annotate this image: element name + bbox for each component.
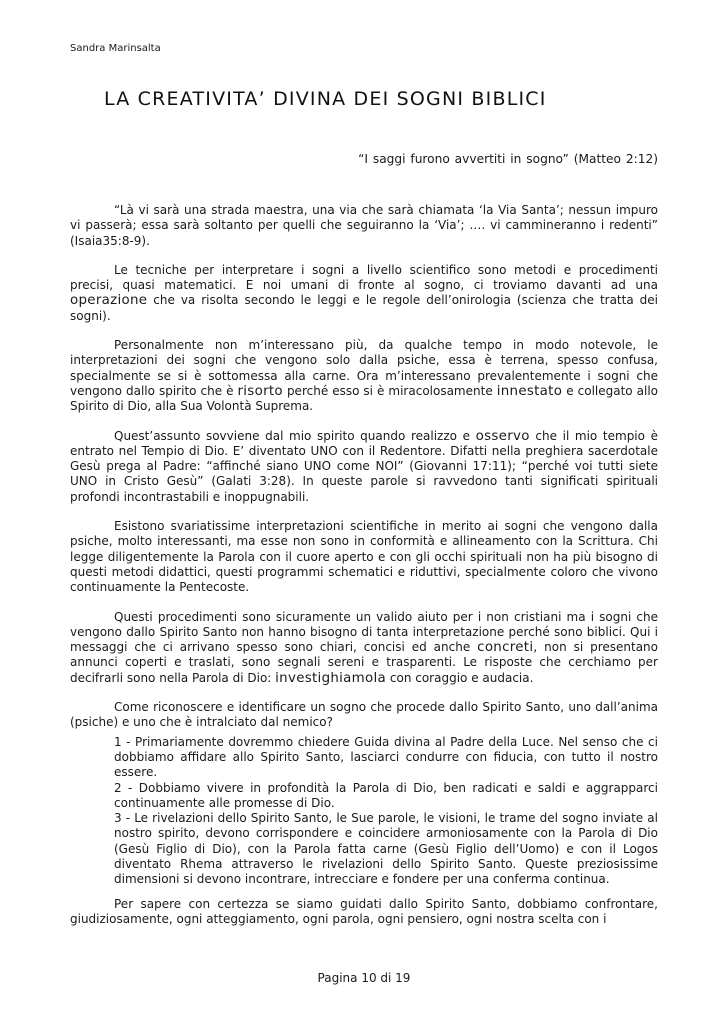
emphasis-word: osservo: [475, 428, 530, 444]
paragraph-4: [70, 429, 658, 505]
emphasis-word: innestato: [496, 383, 563, 399]
list-item: 1 - Primariamente dovremmo chiedere Guida divina al Padre della Luce. Nel senso che ci dobbiamo affidare allo Spirito Santo, lasciarci condurre con fiducia, con tutto il nostro essere.: [114, 734, 658, 780]
paragraph-7: Come riconoscere e identificare un sogno che procede dallo Spirito Santo, uno dall’anima (psiche) e uno che è intralciato dal nemico?: [70, 700, 658, 730]
emphasis-word: concreti: [477, 640, 534, 656]
numbered-list: [114, 735, 658, 888]
paragraph-5: Esistono svariatissime interpretazioni scientifiche in merito ai sogni che vengono dalla psiche, molto interessanti, ma esse non sono in conformità e allineamento con la Scrittura. Chi legge diligentemente la Parola con il cuore aperto e con gli occhi spirituali non ha più bisogno di questi metodi didattici, questi programmi schematici e riduttivi, specialmente coloro che vivono continuamente la Pentecoste.: [70, 519, 658, 595]
paragraph-4-text-b: che il mio tempio è entrato nel Tempio di Dio. E’ diventato UNO con il Redentore. Difatti nella preghiera sacerdotale Gesù prega al Padre: “affinché siano UNO come NOI” (Giovanni 17:11); “perché voi tutti siete UNO in Cristo Gesù” (Galati 3:28). In queste parole si ravvedono tanti significati spirituali profondi incontrastabili e inoppugnabili.: [70, 428, 658, 504]
paragraph-3: [70, 338, 658, 414]
emphasis-word: investighiamola: [275, 670, 387, 686]
list-item: 3 - Le rivelazioni dello Spirito Santo, le Sue parole, le visioni, le trame del sogno inviate al nostro spirito, devono corrispondere e coincidere armoniosamente con la Parola di Dio (Gesù Figlio di Dio), con la Parola fatta carne (Gesù Figlio dell’Uomo) e con il Logos diventato Rhema attraverso le rivelazioni dello Spirito Santo. Queste preziosissime dimensioni si devono incontrare, intrecciare e fondere per una conferma continua.: [114, 811, 658, 887]
emphasis-word: operazione: [70, 293, 148, 309]
paragraph-6-text-a: Questi procedimenti sono sicuramente un valido aiuto per i non cristiani ma i sogni che vengono dallo Spirito Santo non hanno bisogno di tanta interpretazione perché sono biblici. Qui i messaggi che ci arrivano spesso sono chiari, concisi ed anche: [70, 609, 658, 655]
paragraph-2: [70, 263, 658, 324]
paragraph-8: Per sapere con certezza se siamo guidati dallo Spirito Santo, dobbiamo confrontare, giudiziosamente, ogni atteggiamento, ogni parola, ogni pensiero, ogni nostra scelta con i: [70, 896, 658, 926]
paragraph-3-text-b: perché esso si è miracolosamente: [282, 383, 497, 398]
paragraph-6-text-b: , non si presentano annunci coperti e traslati, sono segnali sereni e trasparenti. Le risposte che cerchiamo per decifrarli sono nella Parola di Dio:: [70, 640, 659, 685]
list-item: 2 - Dobbiamo vivere in profondità la Parola di Dio, ben radicati e saldi e aggrapparci continuamente alle promesse di Dio.: [114, 780, 658, 810]
paragraph-2-text-a: Le tecniche per interpretare i sogni a livello scientifico sono metodi e procedimenti precisi, quasi matematici. E noi umani di fronte al sogno, ci troviamo davanti ad una: [70, 262, 658, 293]
page-number: Pagina 10 di 19: [317, 971, 411, 985]
paragraph-1: “Là vi sarà una strada maestra, una via che sarà chiamata ‘la Via Santa’; nessun impuro vi passerà; essa sarà soltanto per quelli che seguiranno la ‘Via’; …. vi cammineranno i redenti” (Isaia35:8-9).: [70, 203, 658, 248]
emphasis-word: risorto: [237, 383, 283, 399]
paragraph-3-text-a: Personalmente non m’interessano più, da qualche tempo in modo notevole, le interpretazioni dei sogni che vengono solo dalla psiche, essa è terrena, spesso confusa, specialmente se si è sottomessa alla carne. Ora m’interessano prevalentemente i sogni che vengono dallo spirito che è: [70, 338, 658, 398]
paragraph-2-text-b: che va risolta secondo le leggi e le regole dell’onirologia (scienza che tratta dei sogni).: [70, 293, 658, 323]
paragraph-4-text-a: Quest’assunto sovviene dal mio spirito quando realizzo e: [114, 428, 476, 443]
header-author: Sandra Marinsalta: [70, 43, 161, 54]
paragraph-6: [70, 610, 658, 686]
paragraph-3-text-c: e collegato allo Spirito di Dio, alla Sua Volontà Suprema.: [70, 383, 658, 414]
paragraph-6-text-c: con coraggio e audacia.: [386, 670, 534, 685]
epigraph: “I saggi furono avvertiti in sogno” (Matteo 2:12): [358, 152, 658, 166]
document-body: [70, 203, 658, 941]
page-title: LA CREATIVITA’ DIVINA DEI SOGNI BIBLICI: [104, 88, 547, 110]
